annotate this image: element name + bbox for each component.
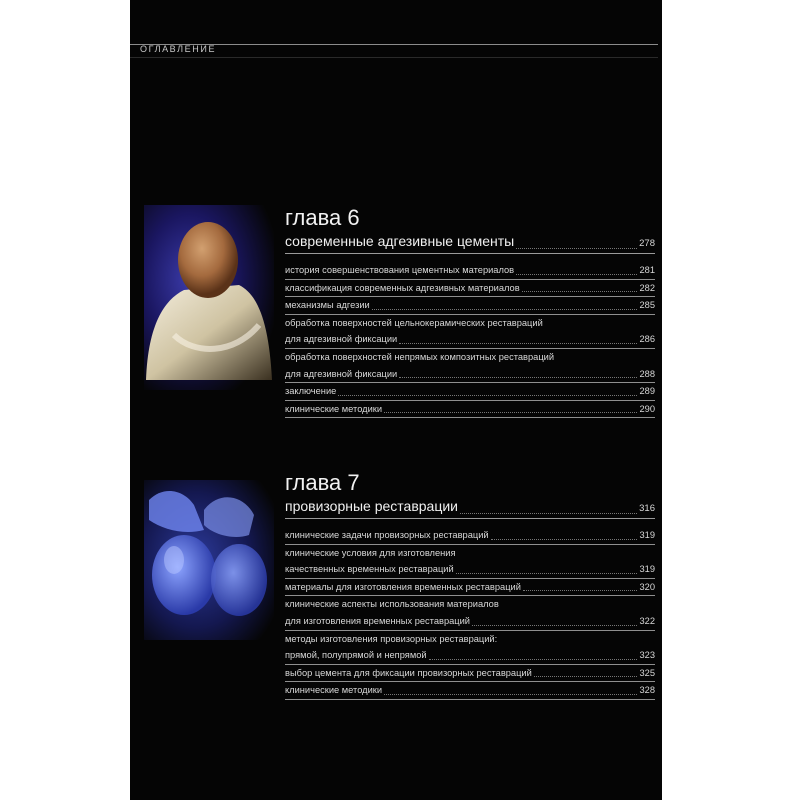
page-number: 325 <box>639 667 655 678</box>
entry-label: обработка поверхностей цельнокерамических реставраций <box>285 317 543 328</box>
entry-label: клинические аспекты использования материалов <box>285 599 499 610</box>
toc-entry[interactable] <box>285 315 655 332</box>
page-number: 319 <box>639 530 655 540</box>
leader-dots <box>399 342 637 344</box>
leader-dots <box>516 247 637 249</box>
page-number: 288 <box>639 368 655 379</box>
page-number: 285 <box>639 300 655 311</box>
leader-dots <box>338 394 637 396</box>
leader-dots <box>534 675 638 677</box>
chapter-subtitle: современные адгезивные цементы <box>285 233 515 249</box>
leader-dots <box>522 290 638 292</box>
page-number: 316 <box>639 503 655 514</box>
toc-entry[interactable] <box>285 579 655 597</box>
entry-label: материалы для изготовления временных реставраций <box>285 581 521 592</box>
toc-entry[interactable] <box>285 401 655 419</box>
entry-label: качественных временных реставраций <box>285 564 454 575</box>
leader-dots <box>516 273 637 275</box>
toc-entry[interactable] <box>285 366 655 384</box>
entry-label: выбор цемента для фиксации провизорных реставраций <box>285 667 532 678</box>
leader-dots <box>456 572 638 574</box>
page-number: 320 <box>639 581 655 592</box>
chapter-6 <box>285 205 655 418</box>
toc-entry[interactable] <box>285 349 655 366</box>
toc-entry[interactable] <box>285 682 655 700</box>
toc-page <box>130 0 662 800</box>
leader-dots <box>399 376 637 378</box>
page-number: 282 <box>639 282 655 293</box>
toc-entry[interactable] <box>285 331 655 349</box>
crown-photo <box>144 205 274 390</box>
toc-entry[interactable] <box>285 527 655 545</box>
page-number: 281 <box>639 265 655 275</box>
leader-dots <box>429 658 638 660</box>
entry-label: классификация современных адгезивных материалов <box>285 282 520 293</box>
toc-entry[interactable] <box>285 383 655 401</box>
entry-label: методы изготовления провизорных реставраций: <box>285 633 498 644</box>
leader-dots <box>460 512 637 514</box>
toc-entry[interactable] <box>285 561 655 579</box>
entry-label: прямой, полупрямой и непрямой <box>285 650 427 661</box>
toc-entry[interactable] <box>285 545 655 562</box>
entry-label: механизмы адгезии <box>285 300 370 311</box>
entry-label: обработка поверхностей непрямых композитных реставраций <box>285 351 555 362</box>
header-rule-bottom <box>130 57 658 58</box>
chapter-title: глава 6 <box>285 205 360 230</box>
provisional-restorations-photo <box>144 480 274 640</box>
entry-label: для адгезивной фиксации <box>285 334 398 345</box>
entry-label: клинические методики <box>285 403 383 414</box>
section-header: ОГЛАВЛЕНИЕ <box>140 44 217 54</box>
toc-entry[interactable] <box>285 280 655 298</box>
chapter-7 <box>285 470 655 700</box>
page-number: 290 <box>639 403 655 414</box>
leader-dots <box>384 693 637 695</box>
toc-entry[interactable] <box>285 665 655 683</box>
page-number: 322 <box>639 615 655 626</box>
entry-label: заключение <box>285 386 337 397</box>
leader-dots <box>372 308 638 310</box>
chapter-subtitle: провизорные реставрации <box>285 498 458 514</box>
entry-label: для адгезивной фиксации <box>285 368 398 379</box>
entry-label: история совершенствования цементных материалов <box>285 265 515 275</box>
toc-entry[interactable] <box>285 631 655 648</box>
page-number: 289 <box>639 386 655 397</box>
chapter-subtitle-row[interactable] <box>285 498 655 519</box>
toc-entry[interactable] <box>285 647 655 665</box>
toc-entry[interactable] <box>285 596 655 613</box>
page-number: 278 <box>639 238 655 249</box>
entry-label: для изготовления временных реставраций <box>285 615 470 626</box>
entry-label: клинические условия для изготовления <box>285 547 456 558</box>
toc-entry[interactable] <box>285 262 655 280</box>
page-number: 323 <box>639 650 655 661</box>
toc-entry[interactable] <box>285 297 655 315</box>
toc-entry[interactable] <box>285 613 655 631</box>
leader-dots <box>472 624 637 626</box>
entry-label: клинические методики <box>285 685 383 696</box>
leader-dots <box>384 411 637 413</box>
chapter-title: глава 7 <box>285 470 360 495</box>
page-number: 286 <box>639 334 655 345</box>
leader-dots <box>491 538 638 540</box>
chapter-subtitle-row[interactable] <box>285 233 655 254</box>
page-number: 328 <box>639 685 655 696</box>
page-number: 319 <box>639 564 655 575</box>
entry-label: клинические задачи провизорных реставраций <box>285 530 489 540</box>
leader-dots <box>523 589 638 591</box>
